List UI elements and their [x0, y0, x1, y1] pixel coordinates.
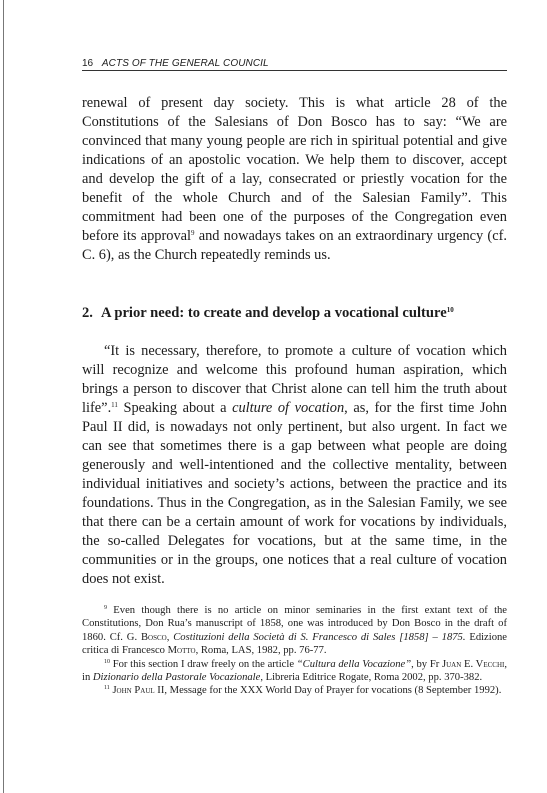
article-title: “Cultura della Vocazione”: [296, 658, 412, 670]
footnotes: [82, 604, 507, 698]
footnote-text: ,: [166, 631, 174, 643]
footnote-10: [82, 658, 507, 685]
footnote-number: 11: [104, 685, 110, 692]
page-number: 16: [82, 58, 94, 69]
footnote-number: 9: [104, 605, 107, 611]
paragraph-2-text-continued: , as, for the first time John Paul II did, is nowadays not only pertinent, but also urgent. In fact we can see that sometimes there is a gap between what people are doing generously and well-intentioned and the collective mentality, between individual initiatives and society’s actions, between the practice and its foundations. Thus in the Congregation, as in the Salesian Family, we see that there can be a certain amount of work for vocations by individuals, the so-called Delegates for vocations, but at the same time, in the communities or in the groups, one notices that a real culture of vocation does not exist.: [82, 400, 508, 587]
paragraph-2-emphasis: culture of vocation: [232, 400, 345, 416]
running-title: ACTS OF THE GENERAL COUNCIL: [101, 58, 269, 69]
book-title: Dizionario della Pastorale Vocazionale: [92, 672, 261, 684]
paragraph-2-text: Speaking about a: [117, 400, 233, 416]
author-name: Bosco: [140, 631, 167, 643]
running-header: [82, 57, 507, 71]
footnote-ref-9[interactable]: 9: [191, 229, 195, 237]
paragraph-2-quote: “It is necessary, therefore, to promote a culture of vocation which will recognize and welcome this profound human aspiration, which brings a person to discover that Christ alone can tell him the truth about life”.: [82, 343, 507, 416]
footnote-ref-10[interactable]: 10: [446, 306, 454, 314]
paragraph-1-text: renewal of present day society. This is what article 28 of the Constitutions of the Salesians of Don Bosco has to say: “We are convinced that many young people are rich in spiritual potential and give indications of an apostolic vocation. We help them to discover, accept and develop the gift of a lay, consecrated or priestly vocation for the benefit of the whole Church and of the Salesian Family”. This commitment had been one of the purposes of the Congregation even before its approval: [82, 95, 507, 244]
section-heading: [82, 303, 507, 323]
paragraph-1: [82, 94, 507, 265]
footnote-text: For this section I draw freely on the article: [112, 658, 297, 670]
footnote-text: Even though there is no article on minor seminaries in the first extant text of the Constitutions, Don Rua’s manuscript of 1858, one was introduced by Don Bosco in the draft of 1860. Cf. G.: [82, 605, 508, 643]
section-number: 2.: [82, 305, 93, 321]
editor-name: Motto: [167, 645, 196, 657]
footnote-11: [82, 684, 507, 697]
author-name: Juan E. Vecchi: [442, 658, 505, 670]
footnote-9: [82, 604, 507, 658]
section-title: A prior need: to create and develop a vocational culture: [100, 305, 447, 321]
footnote-text: , Roma, LAS, 1982, pp. 76-77.: [195, 645, 327, 657]
page-edge-line: [3, 0, 4, 793]
paragraph-2: [82, 342, 507, 589]
book-title: Costituzioni della Società di S. Francesco di Sales [1858] – 1875.: [173, 631, 466, 643]
header-rule: [82, 70, 507, 71]
author-name: John Paul II: [112, 685, 165, 697]
footnote-text: , Message for the XXX World Day of Prayer for vocations (8 September 1992).: [164, 685, 502, 697]
footnote-number: 10: [104, 658, 110, 665]
footnote-text: , Libreria Editrice Rogate, Roma 2002, pp. 370-382.: [260, 672, 483, 684]
paragraph-1-text-continued: and nowadays takes on an extraordinary urgency (cf. C. 6), as the Church repeatedly reminds us.: [82, 228, 507, 263]
footnote-text: , by Fr: [411, 658, 442, 670]
footnote-text: Edizione critica di Francesco: [82, 631, 507, 657]
footnote-ref-11[interactable]: 11: [111, 401, 118, 409]
footnote-text: , in: [82, 658, 507, 684]
